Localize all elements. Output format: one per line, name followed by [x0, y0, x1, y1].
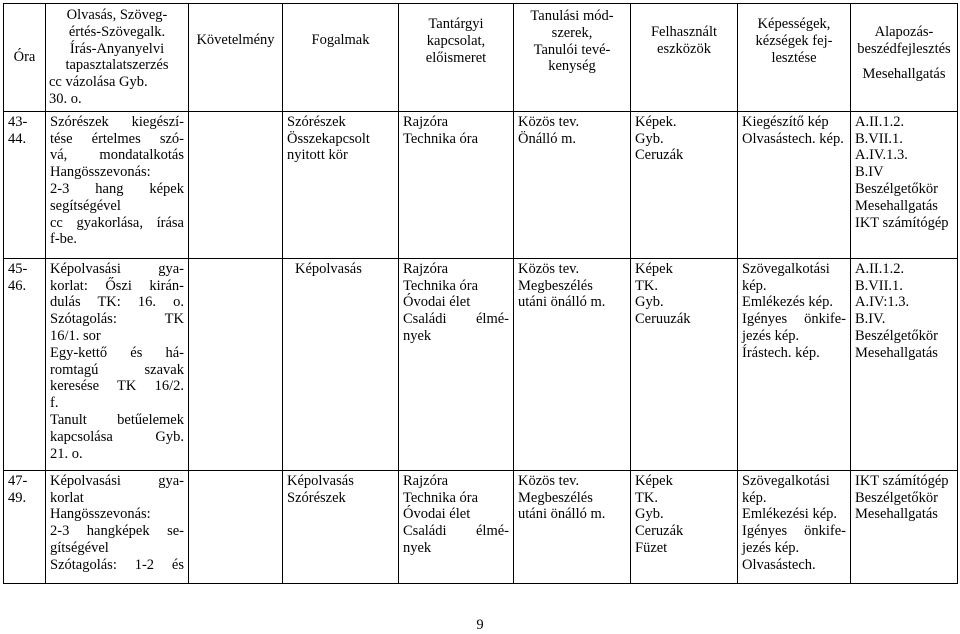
- cell-olvasas: Képolvasási gya- korlat Hangösszevonás: 2-3 hangképek se- gítségével Szótagolás: 1-2 és: [46, 470, 189, 583]
- cell-fogalmak: Képolvasás: [283, 258, 399, 470]
- cell-olvasas: Szórészek kiegészí- tése értelmes szó- vá, mondatalkotás Hangösszevonás: 2-3 hang képek segítségével cc gyakorlása, írása f-be.: [46, 111, 189, 258]
- cell-tanulasi: Közös tev. Megbeszélés utáni önálló m.: [514, 470, 631, 583]
- cell-eszkozok: Képek TK. Gyb. Ceruzák Füzet: [631, 470, 738, 583]
- cell-kepessegek: Szövegalkotási kép. Emlékezés kép. Igényes önkife- jezés kép. Írástech. kép.: [738, 258, 851, 470]
- cell-tantargyi: Rajzóra Technika óra Óvodai élet Családi élmé- nyek: [399, 258, 514, 470]
- table-row: [4, 111, 958, 258]
- header-olvasas: Olvasás, Szöveg- értés-Szövegalk. Írás-Anyanyelvi tapasztalatszerzés cc vázolása Gyb. 30. o.: [46, 4, 189, 112]
- cell-alapozas: IKT számítógép Beszélgetőkör Mesehallgatás: [851, 470, 958, 583]
- header-tantargyi: Tantárgyi kapcsolat, előismeret: [399, 4, 514, 112]
- cell-fogalmak: Szórészek Összekapcsolt nyitott kör: [283, 111, 399, 258]
- cell-kepessegek: Szövegalkotási kép. Emlékezési kép. Igényes önkife- jezés kép. Olvasástech.: [738, 470, 851, 583]
- header-row: [4, 4, 958, 112]
- page-number: 9: [476, 617, 484, 633]
- curriculum-table: [3, 3, 958, 584]
- cell-kepessegek: Kiegészítő kép Olvasástech. kép.: [738, 111, 851, 258]
- cell-eszkozok: Képek TK. Gyb. Ceruuzák: [631, 258, 738, 470]
- header-kepessegek: Képességek, kézségek fej- lesztése: [738, 4, 851, 112]
- cell-fogalmak: Képolvasás Szórészek: [283, 470, 399, 583]
- cell-tantargyi: Rajzóra Technika óra Óvodai élet Családi élmé- nyek: [399, 470, 514, 583]
- header-eszkozok: Felhasznált eszközök: [631, 4, 738, 112]
- header-alapozas: Alapozás- beszédfejlesztés Mesehallgatás: [851, 4, 958, 112]
- cell-alapozas: A.II.1.2. B.VII.1. A.IV:1.3. B.IV. Beszélgetőkör Mesehallgatás: [851, 258, 958, 470]
- cell-olvasas: Képolvasási gya- korlat: Őszi kirán- dulás TK: 16. o. Szótagolás: TK 16/1. sor Egy-kettő és há- romtagú szavak keresése TK 16/2. f. Tanult betűelemek kapcsolása Gyb. 21. o.: [46, 258, 189, 470]
- cell-alapozas: A.II.1.2. B.VII.1. A.IV.1.3. B.IV Beszélgetőkör Mesehallgatás IKT számítógép: [851, 111, 958, 258]
- cell-tanulasi: Közös tev. Megbeszélés utáni önálló m.: [514, 258, 631, 470]
- cell-kovetelmeny: [189, 258, 283, 470]
- header-ora: Óra: [4, 4, 46, 112]
- cell-ora: 43- 44.: [4, 111, 46, 258]
- cell-tanulasi: Közös tev. Önálló m.: [514, 111, 631, 258]
- header-fogalmak: Fogalmak: [283, 4, 399, 112]
- header-tanulasi: Tanulási mód- szerek, Tanulói tevé- kenység: [514, 4, 631, 112]
- cell-tantargyi: Rajzóra Technika óra: [399, 111, 514, 258]
- cell-kovetelmeny: [189, 111, 283, 258]
- cell-eszkozok: Képek. Gyb. Ceruzák: [631, 111, 738, 258]
- cell-ora: 47- 49.: [4, 470, 46, 583]
- header-kovetelmeny: Követelmény: [189, 4, 283, 112]
- cell-ora: 45- 46.: [4, 258, 46, 470]
- table-row: [4, 470, 958, 583]
- table-row: [4, 258, 958, 470]
- cell-kovetelmeny: [189, 470, 283, 583]
